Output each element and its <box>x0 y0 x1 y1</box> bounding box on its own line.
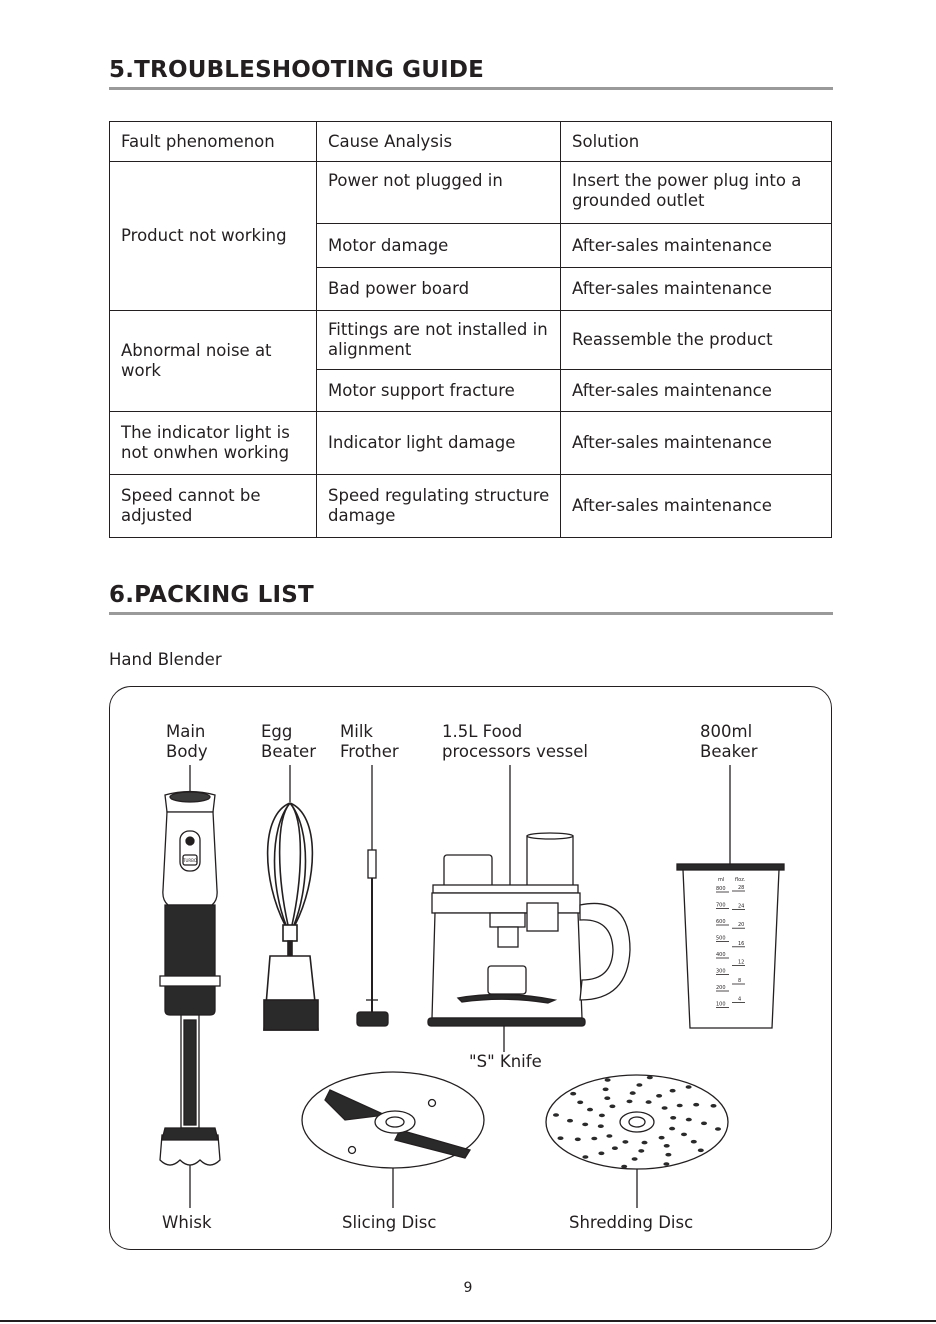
shredding-hole <box>638 1149 644 1153</box>
shredding-hole <box>577 1101 583 1105</box>
shredding-hole <box>630 1091 636 1095</box>
solution-cell: After-sales maintenance <box>561 268 832 311</box>
cause-cell: Bad power board <box>317 268 561 311</box>
beaker-ml-mark: 600 <box>716 919 726 925</box>
cause-cell: Speed regulating structure damage <box>317 475 561 538</box>
shredding-hole <box>693 1103 699 1107</box>
shredding-hole <box>582 1155 588 1159</box>
solution-cell: After-sales maintenance <box>561 224 832 268</box>
header-solution: Solution <box>561 122 832 162</box>
fault-cell: The indicator light is not onwhen working <box>110 412 317 475</box>
shredding-hole <box>558 1136 564 1140</box>
shredding-hole <box>642 1141 648 1145</box>
shredding-hole <box>656 1094 662 1098</box>
shredding-hole <box>646 1100 652 1104</box>
shredding-hole <box>670 1089 676 1093</box>
beaker-ml-mark: 500 <box>716 935 726 942</box>
beaker-floz-mark: 12 <box>738 959 745 966</box>
shredding-hole <box>582 1123 588 1127</box>
shredding-hole <box>567 1119 573 1123</box>
label-milk-frother: Milk Frother <box>340 722 399 761</box>
label-main-body: Main Body <box>166 722 208 761</box>
shredding-hole <box>575 1138 581 1142</box>
beaker-ml-mark: 300 <box>716 968 726 975</box>
shredding-hole <box>701 1122 707 1126</box>
page-number: 9 <box>463 1280 473 1296</box>
shredding-hole <box>604 1096 610 1100</box>
shredding-hole <box>612 1146 618 1150</box>
turbo-button-text: TURBO <box>183 858 197 863</box>
beaker-ml-mark: 200 <box>716 985 726 991</box>
shredding-hole <box>647 1076 653 1080</box>
beaker-ml-mark: 800 <box>716 886 726 892</box>
label-slicing-disc: Slicing Disc <box>342 1213 437 1232</box>
fault-cell: Abnormal noise at work <box>110 311 317 412</box>
beaker-floz-mark: 28 <box>738 885 745 891</box>
beaker-floz-mark: 4 <box>738 996 742 1003</box>
shredding-disc-illustration <box>546 1075 728 1169</box>
shredding-hole <box>599 1114 605 1118</box>
shredding-hole <box>609 1105 615 1109</box>
beaker-scale-ml-header: ml <box>718 877 725 883</box>
cause-cell: Motor support fracture <box>317 370 561 412</box>
troubleshooting-title: 5.TROUBLESHOOTING GUIDE <box>109 57 485 83</box>
shredding-hole <box>691 1140 697 1144</box>
beaker-ml-mark: 100 <box>716 1001 726 1008</box>
shredding-hole <box>627 1100 633 1104</box>
shredding-hole <box>681 1133 687 1137</box>
beaker-floz-mark: 24 <box>738 903 745 910</box>
shredding-hole <box>603 1088 609 1092</box>
label-s-knife: "S" Knife <box>469 1052 542 1071</box>
shredding-hole <box>662 1106 668 1110</box>
header-fault: Fault phenomenon <box>110 122 317 162</box>
cause-cell: Motor damage <box>317 224 561 268</box>
shredding-hole <box>663 1162 669 1166</box>
shredding-hole <box>632 1157 638 1161</box>
solution-cell: After-sales maintenance <box>561 370 832 412</box>
shredding-hole <box>677 1104 683 1108</box>
cause-cell: Indicator light damage <box>317 412 561 475</box>
shredding-hole <box>664 1144 670 1148</box>
solution-cell: After-sales maintenance <box>561 412 832 475</box>
fault-cell: Product not working <box>110 162 317 311</box>
beaker-ml-mark: 400 <box>716 952 726 958</box>
shredding-hole <box>591 1137 597 1141</box>
food-processor-vessel-illustration <box>428 833 630 1026</box>
shredding-hole <box>598 1152 604 1156</box>
shredding-hole <box>665 1153 671 1157</box>
header-cause: Cause Analysis <box>317 122 561 162</box>
shredding-hole <box>669 1127 675 1131</box>
fault-cell: Speed cannot be adjusted <box>110 475 317 538</box>
beaker-floz-mark: 8 <box>738 978 742 984</box>
shredding-hole <box>659 1136 665 1140</box>
cause-cell: Power not plugged in <box>317 162 561 224</box>
packing-list-title: 6.PACKING LIST <box>109 582 314 608</box>
label-beaker: 800ml Beaker <box>700 722 758 761</box>
shredding-hole <box>670 1116 676 1120</box>
slicing-disc-illustration <box>302 1072 484 1168</box>
beaker-illustration <box>677 864 784 1028</box>
shredding-hole <box>570 1092 576 1096</box>
shredding-hole <box>686 1085 692 1089</box>
main-body-illustration <box>160 792 220 1166</box>
shredding-hole <box>636 1083 642 1087</box>
beaker-ml-mark: 700 <box>716 902 726 909</box>
beaker-floz-mark: 20 <box>738 922 745 929</box>
label-food-vessel: 1.5L Food processors vessel <box>442 722 588 761</box>
egg-beater-illustration <box>264 803 318 1030</box>
label-whisk: Whisk <box>162 1213 212 1232</box>
cause-cell: Fittings are not installed in alignment <box>317 311 561 370</box>
solution-cell: Reassemble the product <box>561 311 832 370</box>
shredding-hole <box>698 1149 704 1153</box>
beaker-floz-mark: 16 <box>738 940 745 947</box>
solution-cell: After-sales maintenance <box>561 475 832 538</box>
shredding-hole <box>598 1124 604 1128</box>
shredding-hole <box>621 1165 627 1169</box>
shredding-hole <box>606 1134 612 1138</box>
milk-frother-illustration <box>357 850 388 1026</box>
shredding-hole <box>605 1078 611 1082</box>
shredding-hole <box>686 1118 692 1122</box>
page-bottom-border <box>0 1320 936 1322</box>
label-egg-beater: Egg Beater <box>261 722 316 761</box>
solution-cell: Insert the power plug into a grounded outlet <box>561 162 832 224</box>
packing-subtitle: Hand Blender <box>109 650 222 669</box>
shredding-hole <box>622 1140 628 1144</box>
shredding-hole <box>711 1104 717 1108</box>
label-shredding-disc: Shredding Disc <box>569 1213 694 1232</box>
shredding-hole <box>715 1127 721 1131</box>
shredding-hole <box>553 1113 559 1117</box>
shredding-hole <box>587 1108 593 1112</box>
beaker-scale-floz-header: floz. <box>735 877 746 883</box>
